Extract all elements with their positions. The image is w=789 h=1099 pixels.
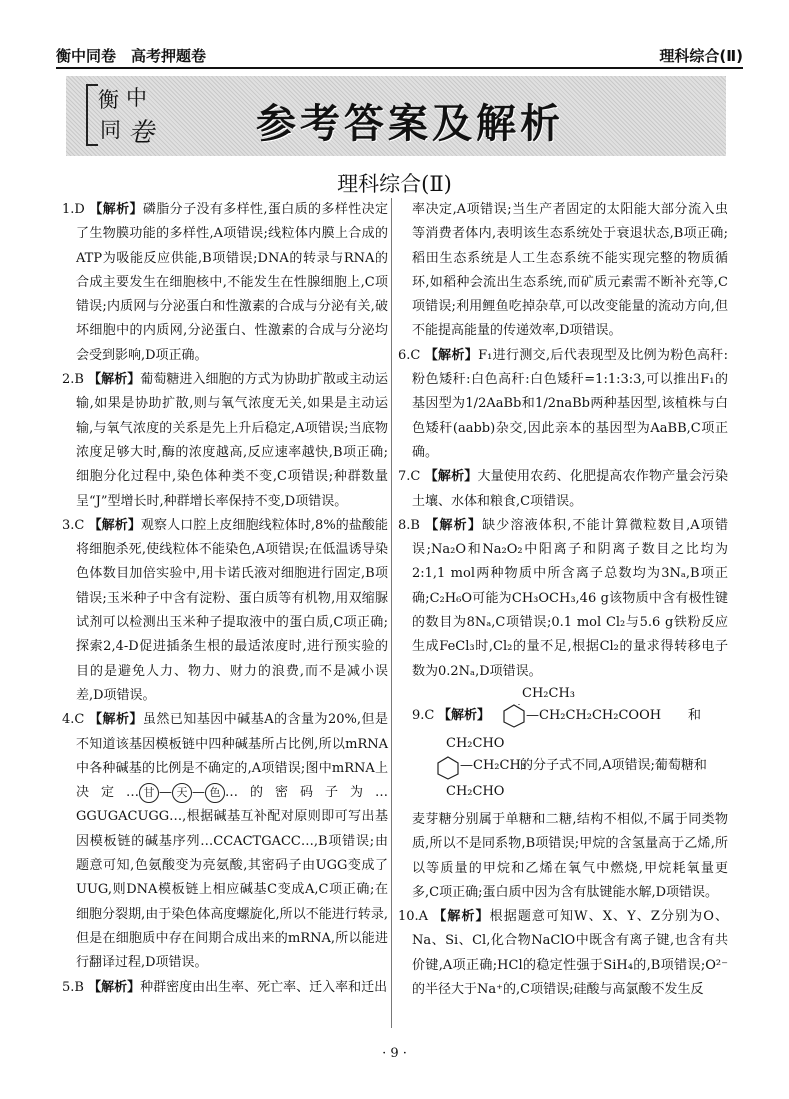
item-text: F₁进行测交,后代表现型及比例为粉色高秆:粉色矮秆:白色高秆:白色矮秆=1:1:3:3,可以推出F₁的基因型为1/2AaBb和1/2naBb两种基因型,该植株与白色矮秆(aabb)杂交,因此亲本的基因型为AaBB,C项正确。 xyxy=(412,347,728,460)
item-number: 1.D xyxy=(62,202,85,217)
item-number: 9.C xyxy=(412,707,435,723)
page-number: · 9 · xyxy=(382,1046,407,1061)
item-number: 8.B xyxy=(398,517,420,533)
item-tag: 【解析】 xyxy=(88,517,141,533)
answer-item-8 xyxy=(398,514,728,684)
structure-formula-2 xyxy=(426,734,728,808)
benzene-ring-icon xyxy=(502,704,526,728)
header-rule xyxy=(56,67,743,69)
logo-char-3: 同 xyxy=(100,118,121,142)
item-text: 磷脂分子没有多样性,蛋白质的多样性决定了生物膜功能的多样性,A项错误;线粒体内膜上合成的ATP为吸能反应供能,B项错误;DNA的转录与RNA的合成主要发生在细胞核中,不能发生在性腺细胞上,C项错误;内质网与分泌蛋白和性激素的合成与分泌有关,破坏细胞中的内质网,分泌蛋白、性激素的合成与分泌均会受到影响,D项正确。 xyxy=(76,202,388,363)
substituent-label: —CH₂CH₂CH₂COOH xyxy=(526,707,662,723)
logo xyxy=(86,82,176,148)
item-text: 缺少溶液体积,不能计算微粒数目,A项错误;Na₂O和Na₂O₂中阳离子和阴离子数目之比均为2:1,1 mol两种物质中所含离子总数均为3Nₐ,B项正确;C₂H₆O可能为CH₃OCH₃,46 g该物质中含有极性键的数目为8Nₐ,C项错误;0.1 mol Cl₂与5.6 g铁粉反应生成FeCl₃时,Cl₂的量不足,根据Cl₂的量求得转移电子数为0.2Nₐ,D项错误。 xyxy=(412,517,728,679)
item-number: 2.B xyxy=(62,372,84,388)
item-number: 5.B xyxy=(62,979,84,995)
item-tag: 【解析】 xyxy=(425,517,483,533)
item-tag: 【解析】 xyxy=(89,202,143,217)
column-divider xyxy=(391,198,392,1028)
item-tag: 【解析】 xyxy=(438,707,491,723)
item-number: 7.C xyxy=(398,469,421,485)
item-text: 葡萄糖进入细胞的方式为协助扩散或主动运输,如果是协助扩散,则与氧气浓度无关,如果是主动运输,与氧气浓度的关系是先上升后稳定,A项错误;当底物浓度足够大时,酶的浓度越高,反应速率越快,B项正确;细胞分化过程中,染色体种类不变,C项错误;种群数量呈“J”型增长时,种群增长率保持不变,D项错误。 xyxy=(76,372,388,509)
item-tag: 【解析】 xyxy=(88,712,143,728)
codon-circle: 天 xyxy=(172,783,192,803)
page-header xyxy=(56,40,743,66)
item-text: 率决定,A项错误;当生产者固定的太阳能大部分流入虫等消费者体内,表明该生态系统处于衰退状态,B项正确;稻田生态系统是人工生态系统不能实现完整的物质循环,如稻种会流出生态系统,而矿质元素需不断补充等,C项错误;利用鲤鱼吃掉杂草,可以改变能量的流动方向,但不能提高能量的传递效率,D项错误。 xyxy=(412,202,728,339)
item-text: 种群密度由出生率、死亡率、迁入率和迁出 xyxy=(140,979,388,995)
item-tag: 【解析】 xyxy=(88,372,141,388)
substituent-label: CH₂CH₃ xyxy=(522,685,575,701)
header-right: 理科综合(Ⅱ) xyxy=(659,47,743,65)
header-left: 衡中同卷 高考押题卷 xyxy=(56,47,207,65)
banner-title: 参考答案及解析 xyxy=(256,101,564,147)
answer-item-7 xyxy=(398,465,728,514)
substituent-label: CH₂CHO xyxy=(446,783,505,799)
item-number: 3.C xyxy=(62,517,85,533)
item-text: 大量使用农药、化肥提高农作物产量会污染土壤、水体和粮食,C项错误。 xyxy=(412,469,728,509)
answer-item-6 xyxy=(398,344,728,465)
right-column xyxy=(398,198,728,1002)
item-text: …的密码子为…GGUGACUGG…,根据碱基互补配对原则即可写出基因模板链的碱基序列…CCACTGACC…,B项错误;由题意可知,色氨酸变为亮氨酸,其密码子由UGG变成了UUG,则DNA模板链上相应碱基C变成A,C项正确;在细胞分裂期,由于染色体高度螺旋化,所以不能进行转录,但是在细胞质中存在间期合成出来的mRNA,所以能进行翻译过程,D项错误。 xyxy=(76,785,388,971)
answer-item-2 xyxy=(62,368,388,514)
codon-circle: 甘 xyxy=(139,783,159,803)
structure-formula-1 xyxy=(412,684,728,734)
answer-item-3 xyxy=(62,514,388,708)
item-number: 6.C xyxy=(398,347,421,363)
logo-char-4: 卷 xyxy=(128,118,155,148)
item-number: 4.C xyxy=(62,712,85,728)
title-banner xyxy=(66,76,726,156)
conjunction: 和 xyxy=(688,707,702,723)
item-tag: 【解析】 xyxy=(424,347,479,363)
answer-item-10 xyxy=(398,905,728,1002)
answer-item-1 xyxy=(62,198,388,368)
page-subtitle: 理科综合(Ⅱ) xyxy=(337,172,452,196)
item-number: 10.A xyxy=(398,909,429,925)
item-text: 根据题意可知W、X、Y、Z分别为O、Na、Si、Cl,化合物NaClO中既含有离子键,也含有共价键,A项正确;HCl的稳定性强于SiH₄的,B项错误;O²⁻的半径大于Na⁺的,C项错误;硅酸与高氯酸不发生反 xyxy=(412,909,728,998)
item-text: 虽然已知基因中碱基A的含量为20%,但是不知道该基因模板链中四种碱基所占比例,所以mRNA中各种碱基的比例是不确定的,A项错误;图中mRNA上决定… xyxy=(76,712,388,801)
logo-char-1: 衡 xyxy=(98,88,119,112)
item-text: 观察人口腔上皮细胞线粒体时,8%的盐酸能将细胞杀死,使线粒体不能染色,A项错误;在低温诱导染色体数目加倍实验中,用卡诺氏液对细胞进行固定,B项错误;玉米种子中含有淀粉、蛋白质等有机物,用双缩脲试剂可以检测出玉米种子提取液中的蛋白质,C项正确;探索2,4-D促进插条生根的最适浓度时,进行预实验的目的是避免人力、物力、财力的浪费,而不是减小误差,D项错误。 xyxy=(76,517,388,703)
item-tag: 【解析】 xyxy=(433,909,490,925)
answer-item-4: 4.C 【解析】虽然已知基因中碱基A的含量为20%,但是不知道该基因模板链中四种碱基所占比例,所以mRNA中各种碱基的比例是不确定的,A项错误;图中mRNA上决定… 甘 — 天 — 色 …的密码子为…GGUGACUGG…,根据碱基互补配对原则即可写出基因模板链的碱基序列…CCACTGACC…,B项错误;由题意可知,色氨酸变为亮氨酸,其密码子由UGG变成了UUG,则DNA模板链上相应碱基C变成A,C项正确;在细胞分裂期,由于染色体高度螺旋化,所以不能进行转录,但是在细胞质中存在间期合成出来的mRNA,所以能进行翻译过程,D项错误。 xyxy=(62,712,388,971)
item-tag: 【解析】 xyxy=(88,979,141,995)
codon-circle: 色 xyxy=(205,783,225,803)
benzene-ring-icon xyxy=(436,756,460,780)
logo-bracket xyxy=(86,84,98,146)
item-tag: 【解析】 xyxy=(424,469,478,485)
answer-item-5 xyxy=(62,976,388,1000)
substituent-label: —CH₂CH₃ xyxy=(460,757,526,773)
substituent-label: CH₂CHO xyxy=(446,735,505,751)
item-text: 的分子式不同,A项错误;葡萄糖和 xyxy=(520,757,707,773)
left-column xyxy=(62,198,388,1000)
logo-char-2: 中 xyxy=(126,86,147,110)
item-text: 麦芽糖分别属于单糖和二糖,结构不相似,不属于同类物质,所以不是同系物,B项错误;甲烷的含氢量高于乙烯,所以等质量的甲烷和乙烯在氧气中燃烧,甲烷耗氧量更多,C项正确;蛋白质中因为含有肽键能水解,D项错误。 xyxy=(412,811,728,900)
answer-item-9 xyxy=(398,684,728,905)
answer-item-5-cont xyxy=(398,198,728,344)
